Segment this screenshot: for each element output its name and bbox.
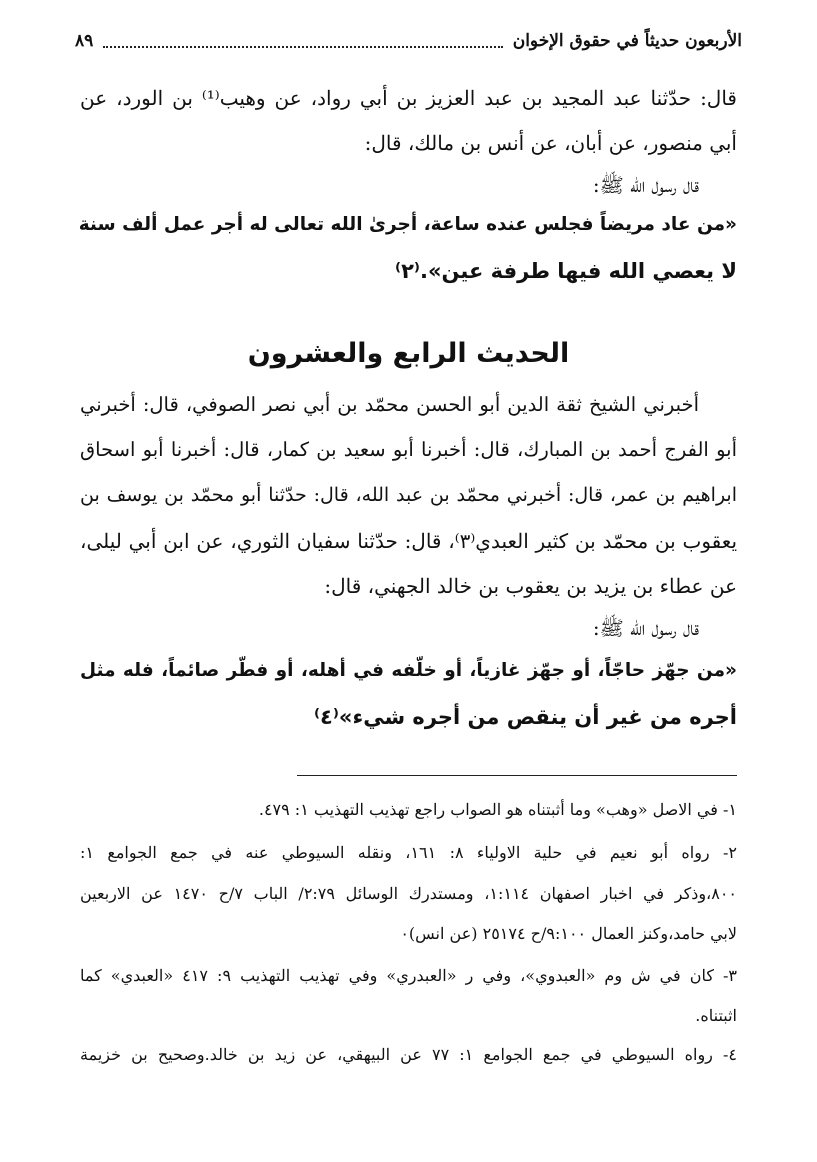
hadith-24-matn-line-1: «من جهّز حاجّاً، أو جهّز غازياً، أو خلّفه في أهله، أو فطّر صائماً، فله مثل <box>80 660 737 681</box>
hadith-24-isnad-line-5: عن عطاء بن يزيد بن يعقوب بن خالد الجهني، قال: <box>324 574 737 598</box>
hadith-23-isnad-line-1: قال: حدّثنا عبد المجيد بن عبد العزيز بن أبي رواد، عن وهيب⁽¹⁾ بن الورد، عن <box>80 86 737 110</box>
hadith-23-matn-line-2: لا يعصي الله فيها طرفة عين».⁽٢⁾ <box>395 259 737 283</box>
hadith-23-matn-line-1: «من عاد مريضاً فجلس عنده ساعة، أجرىٰ الله تعالى له أجر عمل ألف سنة <box>78 214 737 235</box>
hadith-23-isnad-line-2: أبي منصور، عن أبان، عن أنس بن مالك، قال: <box>364 131 737 155</box>
hadith-24-isnad-line-1: أخبرني الشيخ ثقة الدين أبو الحسن محمّد بن أبي نصر الصوفي، قال: أخبرني <box>80 393 699 416</box>
running-head-title: الأربعون حديثاً في حقوق الإخوان <box>512 31 742 51</box>
footnote-3-line-2: اثبتناه. <box>695 1006 737 1025</box>
hadith-23-prophet-line: قال رسول الله ﷺ: <box>592 173 699 197</box>
footnote-separator <box>297 775 737 776</box>
hadith-24-isnad-line-4: يعقوب بن محمّد بن كثير العبدي⁽٣⁾، قال: حدّثنا سفيان الثوري، عن ابن أبي ليلى، <box>80 529 738 553</box>
page-number: ٨٩ <box>75 31 94 51</box>
footnote-3-line-1: ٣- كان في ش وم «العبدوي»، وفي ر «العبدري» وفي تهذيب التهذيب ٩: ٤١٧ «العبدي» كما <box>80 966 738 985</box>
footnote-2-line-1: ٢- رواه أبو نعيم في حلية الاولياء ٨: ١٦١، ونقله السيوطي عنه في جمع الجوامع ١: <box>80 843 737 862</box>
footnote-4: ٤- رواه السيوطي في جمع الجوامع ١: ٧٧ عن البيهقي، عن زيد بن خالد.وصحيح بن خزيمة <box>80 1045 737 1064</box>
hadith-24-matn-line-2: أجره من غير أن ينقص من أجره شيء»⁽٤⁾ <box>313 705 737 729</box>
hadith-24-prophet-line: قال رسول الله ﷺ: <box>592 616 699 640</box>
hadith-24-heading: الحديث الرابع والعشرون <box>247 338 570 369</box>
hadith-24-isnad-line-3: ابراهيم بن عمر، قال: أخبرني محمّد بن عبد الله، قال: حدّثنا أبو محمّد بن يوسف بن <box>80 484 737 506</box>
footnote-2-line-3: لابي حامد،وكنز العمال ٩:١٠٠/ح ٢٥١٧٤ (عن انس)٠ <box>400 924 737 943</box>
running-head <box>75 26 742 56</box>
footnote-2-line-2: ٨٠٠،وذكر في اخبار اصفهان ١:١١٤، ومستدرك الوسائل ٢:٧٩/ الباب ٧/ح ١٤٧٠ عن الاربعين <box>80 884 737 903</box>
hadith-24-isnad-line-2: أبو الفرج أحمد بن المبارك، قال: أخبرنا أبو سعيد بن كمار، قال: أخبرنا أبو اسحاق <box>80 438 737 461</box>
running-head-dotted-leader <box>103 32 502 48</box>
footnote-1: ١- في الاصل «وهب» وما أثبتناه هو الصواب راجع تهذيب التهذيب ١: ٤٧٩. <box>258 800 737 819</box>
